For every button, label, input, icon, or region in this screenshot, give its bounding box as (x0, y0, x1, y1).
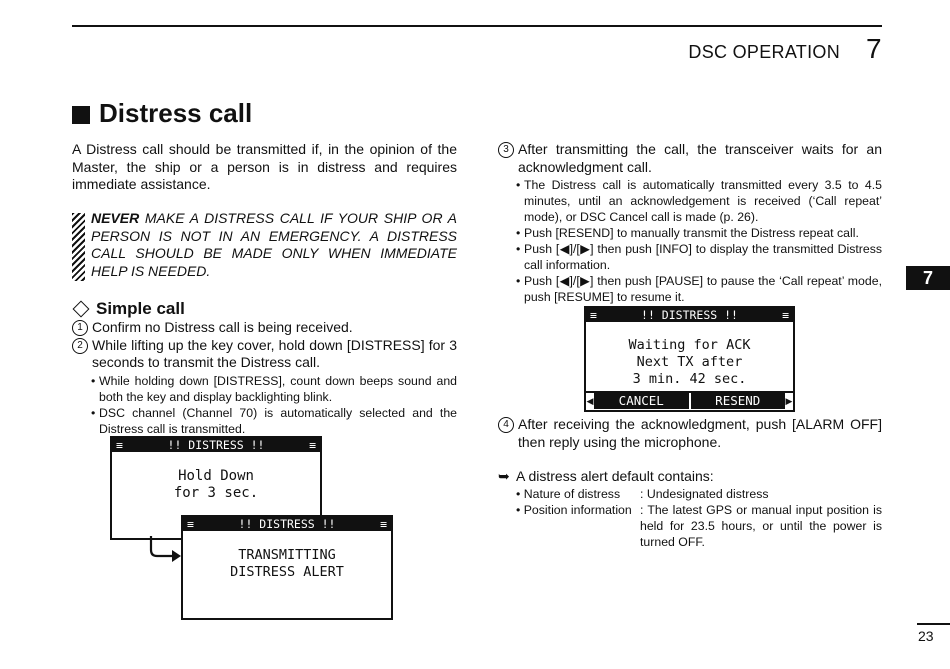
step-number: 1 (72, 320, 88, 336)
step-3-bullets (498, 177, 882, 305)
note-label: Nature of distress (523, 486, 621, 501)
step-text: While lifting up the key cover, hold down [DISTRESS] for 3 seconds to transmit the Distress call. (92, 336, 457, 370)
bullet-item: • While holding down [DISTRESS], count down beeps sound and both the key and display backlighting blink. (91, 373, 457, 404)
default-note (498, 468, 882, 550)
simple-call-heading-text: Simple call (96, 299, 185, 318)
arrow-note-icon: ➥ (498, 468, 510, 484)
lcd-body (183, 531, 391, 581)
lcd-waiting-ack (584, 306, 795, 412)
step-3 (498, 141, 882, 176)
arrow-right-icon: ▶ (785, 395, 793, 406)
warning-block (72, 210, 457, 281)
note-value: : The latest GPS or manual input position is held for 23.5 hours, or until the power is turned OFF. (640, 502, 882, 549)
cancel-softkey: CANCEL (594, 393, 689, 409)
menu-icon: ≡ (590, 308, 597, 322)
intro-paragraph: A Distress call should be transmitted if, in the opinion of the Master, the ship or a person is in distress and requires immediate assistance. (72, 141, 457, 192)
step-number: 2 (72, 338, 88, 354)
step-text: After receiving the acknowledgment, push [ALARM OFF] then reply using the microphone. (518, 416, 882, 450)
resend-softkey: RESEND (691, 393, 786, 409)
bullet-item: • Push [◀]/[▶] then push [PAUSE] to pause the ‘Call repeat’ mode, push [RESUME] to resume it. (516, 274, 882, 304)
warning-body: MAKE A DISTRESS CALL IF YOUR SHIP OR A PERSON IS NOT IN AN EMERGENCY. A DISTRESS CALL SHOULD BE MADE ONLY WHEN IMMEDIATE HELP IS NEEDED. (91, 210, 457, 279)
lcd-line: DISTRESS ALERT (230, 564, 344, 580)
page-number-rule (917, 623, 950, 625)
lcd-line: TRANSMITTING (238, 547, 336, 563)
chapter-side-tab: 7 (906, 266, 950, 290)
section-title: DSC OPERATION (688, 42, 840, 62)
lcd-line: Waiting for ACK (628, 337, 751, 353)
flow-arrow-icon (146, 536, 186, 566)
step-text: Confirm no Distress call is being received. (92, 319, 353, 335)
bullet-item: • Push [◀]/[▶] then push [INFO] to display the transmitted Distress call information. (516, 242, 882, 272)
warning-text (91, 210, 457, 281)
note-label: Position information (523, 502, 632, 517)
note-row: • Position information : The latest GPS or manual input position is held for 23.5 hours, or until the power is turned OFF. (516, 502, 882, 549)
lcd-header (183, 517, 391, 531)
note-table (516, 486, 882, 550)
bullet-item: • Push [RESEND] to manually transmit the Distress repeat call. (516, 226, 859, 240)
step-number: 4 (498, 417, 514, 433)
warning-lead: NEVER (91, 210, 140, 226)
lcd-body (112, 452, 320, 502)
bullet-item: • The Distress call is automatically transmitted every 3.5 to 4.5 minutes, until an acknowledgement is received (‘Call repeat’ mode), or DSC Cancel call is made (p. 26). (516, 178, 882, 224)
lcd-header (586, 308, 793, 322)
simple-call-heading (72, 299, 185, 319)
note-heading (498, 468, 882, 486)
menu-icon: ≡ (187, 517, 194, 531)
step-4 (498, 416, 882, 451)
diamond-icon (73, 301, 90, 318)
lcd-header-text: !! DISTRESS !! (167, 438, 265, 452)
lcd-header-text: !! DISTRESS !! (238, 517, 336, 531)
lcd-header-text: !! DISTRESS !! (641, 308, 738, 322)
menu-icon: ≡ (380, 517, 387, 531)
lcd-line: Hold Down (178, 468, 254, 484)
page-title (72, 98, 252, 129)
header-rule (72, 25, 882, 27)
note-heading-text: A distress alert default contains: (516, 468, 714, 484)
step-2-bullets (72, 373, 457, 437)
lcd-line: Next TX after (636, 354, 743, 370)
bullet-item: • DSC channel (Channel 70) is automatically selected and the Distress call is transmitted. (91, 405, 457, 436)
note-row: • Nature of distress : Undesignated distress (516, 486, 882, 502)
menu-icon: ≡ (116, 438, 123, 452)
page-title-text: Distress call (99, 98, 253, 128)
lcd-transmitting (181, 515, 393, 620)
page-number: 23 (918, 628, 934, 644)
step-1 (72, 319, 457, 337)
simple-call-steps (72, 319, 457, 437)
step-text: After transmitting the call, the transceiver waits for an acknowledgment call. (518, 141, 882, 175)
square-bullet-icon (72, 106, 90, 124)
lcd-softkeys (586, 391, 793, 409)
lcd-line: for 3 sec. (173, 485, 259, 501)
step-3-block (498, 141, 882, 305)
step-number: 3 (498, 142, 514, 158)
chapter-number: 7 (866, 33, 882, 64)
warning-hatch-icon (72, 213, 85, 281)
note-value: : Undesignated distress (640, 486, 769, 501)
menu-icon: ≡ (782, 308, 789, 322)
lcd-line: 3 min. 42 sec. (632, 371, 747, 387)
step-2 (72, 337, 457, 372)
lcd-body (586, 322, 793, 391)
menu-icon: ≡ (309, 438, 316, 452)
arrow-left-icon: ◀ (586, 395, 594, 406)
lcd-header (112, 438, 320, 452)
